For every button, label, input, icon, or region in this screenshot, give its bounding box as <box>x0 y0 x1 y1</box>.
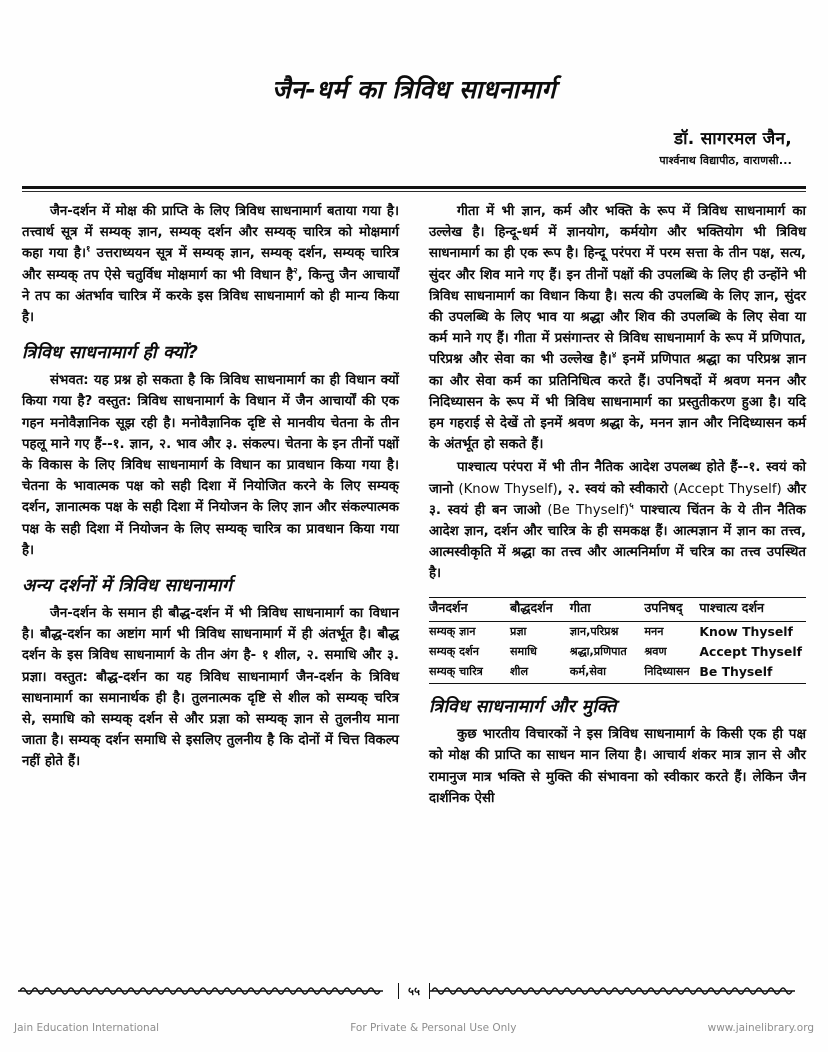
table-row <box>429 621 806 642</box>
table-cell: शील <box>510 662 570 684</box>
lp1-c: , किन्तु जैन आचार्यों ने तप का अंतर्भाव चारित्र में करके इस त्रिविध साधनामार्ग को ही मान्य किया है। <box>22 267 399 326</box>
footnote-marker-4: ४ <box>611 351 617 361</box>
table-cell: ज्ञान,परिप्रश्न <box>569 625 619 639</box>
footnote-marker-1: १ <box>86 244 91 255</box>
table-header-cell: गीता <box>570 597 645 621</box>
footnote-marker-2: २ <box>293 266 298 277</box>
right-paragraph-3: कुछ भारतीय विचारकों ने इस त्रिविध साधनामार्ग के किसी एक ही पक्ष को मोक्ष की प्राप्ति का साधन मान लिया है। आचार्य शंकर मात्र ज्ञान से और रामानुज मात्र भक्ति से मुक्ति की संभावना को स्वीकार करते हैं। लेकिन जैन दार्शनिक ऐसी <box>429 727 806 806</box>
table-cell: कर्म,सेवा <box>570 662 645 684</box>
accept-thyself-text: (Accept Thyself) <box>673 481 782 497</box>
rp2-c: और ३. स्वयं ही बन जाओ <box>429 481 807 518</box>
table-cell: Know Thyself <box>699 624 793 640</box>
table-row <box>429 642 806 662</box>
table-header-row <box>429 597 806 621</box>
right-column <box>429 201 806 966</box>
rp2-a: पाश्चात्य परंपरा में भी तीन नैतिक आदेश उपलब्ध होते हैं--१. स्वयं को जानो <box>429 460 806 497</box>
table-header-cell: उपनिषद् <box>644 597 699 621</box>
table-cell: समाधि <box>509 645 537 659</box>
comparison-table <box>429 597 806 685</box>
rp1-a: गीता में भी ज्ञान, कर्म और भक्ति के रूप में त्रिविध साधनामार्ग का उल्लेख है। हिन्दू-धर्म में ज्ञानयोग, कर्मयोग और भक्तियोग भी त्रिविध साधनामार्ग का ही एक रूप है। हिन्दू परंपरा में परम सत्ता के तीन पक्ष, सत्य, सुंदर और शिव माने गए हैं। इन तीनों पक्षों की उपलब्धि के लिए ही उन्होंने भी त्रिविध साधनामार्ग का विधान किया है। सत्य की उपलब्धि के लिए ज्ञान, सुंदर की उपलब्धि के लिए भाव या श्रद्धा और शिव की उपलब्धि के लिए सेवा या कर्म माने गए हैं। गीता में प्रसंगान्तर से त्रिविध साधनामार्ग के रूप में प्रणिपात, परिप्रश्न और सेवा का भी उल्लेख है। <box>429 204 806 368</box>
ornament-left <box>18 982 398 1000</box>
table-cell: प्रज्ञा <box>509 625 527 639</box>
footer-center-text: For Private & Personal Use Only <box>350 1022 517 1034</box>
lp1-b: उत्तराध्ययन सूत्र में सम्यक् ज्ञान, सम्यक् दर्शन, सम्यक् चारित्र और सम्यक् तप ऐसे चतुर्विध मोक्षमार्ग का भी विधान है <box>22 246 399 283</box>
table-cell: सम्यक् चारित्र <box>429 662 510 684</box>
right-section-heading-1: त्रिविध साधनामार्ग और मुक्ति <box>429 697 617 718</box>
ornament-band <box>18 980 810 1002</box>
left-paragraph-1 <box>22 201 399 328</box>
table-cell: निदिध्यासन <box>644 662 699 684</box>
author-block <box>659 126 792 168</box>
author-affiliation: पार्श्वनाथ विद्यापीठ, वाराणसी... <box>659 154 792 167</box>
page-footer <box>14 1022 814 1034</box>
author-name: डॉ. सागरमल जैन, <box>673 129 792 149</box>
table-header-cell: बौद्धदर्शन <box>510 597 570 621</box>
table-cell: मनन <box>644 625 664 639</box>
table-header-cell: पाश्चात्य दर्शन <box>699 597 806 621</box>
footnote-marker-5: ५ <box>629 501 634 512</box>
table-cell: श्रवण <box>644 645 667 659</box>
left-paragraph-2: संभवत: यह प्रश्न हो सकता है कि त्रिविध साधनामार्ग का ही विधान क्यों किया गया है? वस्तुत: त्रिविध साधनामार्ग के विधान में जैन आचार्यों की एक गहन मनोवैज्ञानिक सूझ रही है। मनोवैज्ञानिक दृष्टि से मानवीय चेतना के तीन पहलू माने गए हैं--१. ज्ञान, २. भाव और ३. संकल्प। चेतना के इन तीनों पक्षों के विकास के लिए त्रिविध साधनामार्ग के विधान का प्रावधान किया गया है। चेतना के भावात्मक पक्ष को सही दिशा में नियोजित करने के लिए सम्यक् दर्शन, ज्ञानात्मक पक्ष के सही दिशा में नियोजन के लिए ज्ञान और संकल्पात्मक पक्ष के सही दिशा में नियोजन के लिए सम्यक् चारित्र का प्रावधान किया गया है। <box>22 373 399 558</box>
page-number: ५५ <box>398 983 430 999</box>
table-cell: सम्यक् दर्शन <box>429 645 479 659</box>
footer-right-link[interactable]: www.jainelibrary.org <box>707 1022 814 1034</box>
table-cell: श्रद्धा,प्रणिपात <box>569 645 627 659</box>
footer-left-text: Jain Education International <box>14 1022 160 1034</box>
table-cell: Accept Thyself <box>699 644 802 660</box>
rp2-d: पाश्चात्य चिंतन के ये तीन नैतिक आदेश ज्ञान, दर्शन और चारित्र के ही समकक्ष हैं। आत्मज्ञान में ज्ञान का तत्त्व, आत्मस्वीकृति में श्रद्धा का तत्त्व और आत्मनिर्माण में चरित्र का तत्त्व उपस्थित है। <box>429 502 806 582</box>
page-title: जैन-धर्म का त्रिविध साधनामार्ग <box>271 75 557 104</box>
right-paragraph-1 <box>429 201 806 455</box>
header-rule-thick <box>22 186 806 189</box>
table-header-cell: जैनदर्शन <box>429 597 510 621</box>
table-cell: सम्यक् ज्ञान <box>429 625 476 639</box>
table-cell: Be Thyself <box>699 662 806 684</box>
lp1-a: जैन-दर्शन में मोक्ष की प्राप्ति के लिए त्रिविध साधनामार्ग बताया गया है। तत्त्वार्थ सूत्र में सम्यक् ज्ञान, सम्यक् दर्शन और सम्यक् चारित्र को मोक्षमार्ग कहा गया है। <box>22 204 399 262</box>
two-column-body <box>22 201 806 966</box>
left-section-heading-1: त्रिविध साधनामार्ग ही क्यों? <box>22 343 199 364</box>
be-thyself-text: (Be Thyself) <box>547 502 630 518</box>
know-thyself-text: (Know Thyself) <box>458 481 558 497</box>
header-rule-thin <box>22 191 806 192</box>
left-column <box>22 201 399 966</box>
ornament-right <box>430 982 810 1000</box>
rp2-b: , २. स्वयं को स्वीकारो <box>557 481 674 497</box>
rp1-b: इनमें प्रणिपात श्रद्धा का परिप्रश्न ज्ञान का और सेवा कर्म का प्रतिनिधित्व करते हैं। उपनिषदों में श्रवण मनन और निदिध्यासन के रूप में भी त्रिविध साधनामार्ग का प्रस्तुतीकरण हुआ है। यदि हम गहराई से देखें तो इनमें श्रवण श्रद्धा के, मनन ज्ञान और निदिध्यासन कर्म के अंतर्भूत हो सकते हैं। <box>429 352 806 453</box>
right-paragraph-2 <box>429 457 806 584</box>
table-row <box>429 662 806 684</box>
left-section-heading-2: अन्य दर्शनों में त्रिविध साधनामार्ग <box>22 576 233 597</box>
left-paragraph-3: जैन-दर्शन के समान ही बौद्ध-दर्शन में भी त्रिविध साधनामार्ग का विधान है। बौद्ध-दर्शन का अष्टांग मार्ग भी त्रिविध साधनामार्ग में ही अंतर्भूत है। बौद्ध दर्शन के इस त्रिविध साधनामार्ग के तीन अंग है- १ शील, २. समाधि और ३. प्रज्ञा। वस्तुत: बौद्ध-दर्शन का यह त्रिविध साधनामार्ग जैन-दर्शन के त्रिविध साधनामार्ग का समानार्थक ही है। तुलनात्मक दृष्टि से शील को सम्यक् चरित्र से, समाधि को सम्यक् दर्शन से और प्रज्ञा को सम्यक् ज्ञान से तुलनीय माना जाता है। सम्यक् दर्शन समाधि से इसलिए तुलनीय है कि दोनों में चित्त विकल्प नहीं होते हैं। <box>22 606 399 770</box>
